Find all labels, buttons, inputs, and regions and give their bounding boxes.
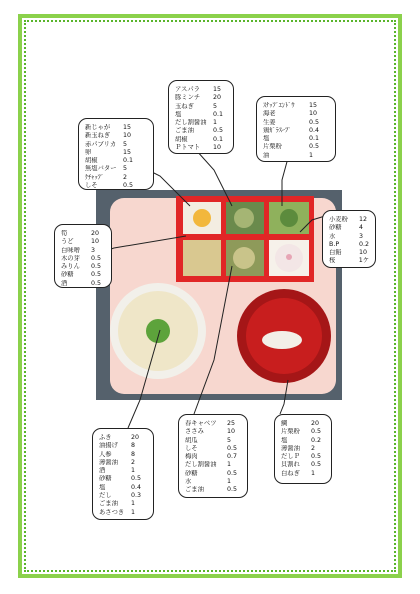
callout-cabbage: [178, 414, 248, 498]
ingredient-row: 酒 0.5: [61, 279, 102, 287]
ingredient-row: 砂糖 0.5: [185, 469, 238, 477]
ingredient-row: だし割醤油 1: [175, 119, 218, 127]
ingredient-row: 薄醤油 2: [281, 444, 316, 452]
callout-asparagus-pork: [168, 80, 234, 154]
ingredient-row: 砂糖 0.5: [61, 271, 102, 279]
ingredient-row: しそ 0.5: [185, 444, 238, 452]
callout-rice: [92, 428, 154, 520]
ingredient-row: うど 10: [61, 238, 100, 246]
ingredient-row: B.P 0.2: [329, 240, 369, 248]
ingredient-row: 白味噌 3: [61, 246, 96, 254]
lunch-photo: [96, 190, 342, 400]
ingredient-row: 木の芽 0.5: [61, 254, 102, 262]
ingredient-row: 塩 0.1: [175, 110, 224, 118]
ingredient-row: 春キャベツ 25: [185, 420, 236, 427]
ingredient-row: あさつき 1: [99, 508, 136, 516]
ingredient-row: 豚ミンチ 20: [175, 94, 222, 102]
callout-soup: [274, 414, 332, 484]
ingredient-row: 水 3: [329, 232, 364, 240]
ingredient-row: 片栗粉 0.5: [281, 428, 322, 436]
ingredient-row: みりん 0.5: [61, 263, 102, 271]
ingredient-row: 油揚げ 8: [99, 442, 136, 450]
ingredient-row: 胡椒 0.1: [175, 135, 224, 143]
ingredient-row: 新じゃが 15: [85, 124, 132, 131]
ingredient-row: 砂糖 4: [329, 224, 364, 232]
ingredient-row: 塩 0.1: [263, 135, 320, 143]
ingredient-row: 生姜 0.5: [263, 118, 320, 126]
ingredient-row: アスパラ 15: [175, 86, 222, 93]
ingredient-row: 薄醤油 2: [99, 458, 136, 466]
ingredient-row: 海老 10: [263, 110, 318, 118]
ingredient-row: 鯛 20: [281, 420, 320, 427]
callout-potato-salad: [78, 118, 154, 190]
ingredient-row: 塩 0.2: [281, 436, 322, 444]
ingredient-row: 貝割れ 0.5: [281, 461, 322, 469]
ingredient-row: 筍 20: [61, 230, 100, 237]
ingredient-row: 白ねぎ 1: [281, 469, 316, 477]
ingredient-row: 酒 1: [99, 467, 136, 475]
ingredient-row: 玉ねぎ 5: [175, 102, 218, 110]
ingredient-row: 小麦粉 12: [329, 216, 368, 223]
ingredient-row: ふき 20: [99, 434, 140, 441]
ingredient-row: 人参 8: [99, 450, 136, 458]
ingredient-row: 片栗粉 0.5: [263, 143, 320, 151]
callout-snap-pea: [256, 96, 336, 162]
ingredient-row: 梅肉 0.7: [185, 453, 238, 461]
ingredient-row: 新玉ねぎ 10: [85, 132, 132, 140]
ingredient-row: 鶏ｶﾞﾗｽｰﾌﾟ 0.4: [263, 126, 320, 134]
ingredient-row: 白餡 10: [329, 249, 368, 257]
ingredient-row: ｹﾁｬｯﾌﾟ 2: [85, 173, 128, 181]
ingredient-row: ごま油 0.5: [185, 486, 238, 494]
ingredient-row: ごま油 0.5: [175, 127, 224, 135]
ingredient-row: Ｐトマト 10: [175, 144, 222, 152]
ingredient-row: 無塩バター 5: [85, 165, 128, 173]
ingredient-row: 赤パプリカ 5: [85, 140, 128, 148]
ingredient-row: 砂糖 0.5: [99, 475, 142, 483]
ingredient-row: 油 1: [263, 151, 314, 159]
ingredient-row: だし割醤油 1: [185, 461, 232, 469]
callout-bamboo-shoot: [54, 224, 112, 288]
ingredient-row: だし 0.3: [99, 492, 142, 500]
ingredient-row: だしＰ 0.5: [281, 453, 322, 461]
ingredient-row: 胡椒 0.1: [85, 157, 134, 165]
ingredient-row: ささみ 10: [185, 428, 236, 436]
ingredient-row: しそ 0.5: [85, 182, 134, 190]
ingredient-row: 胡瓜 5: [185, 436, 232, 444]
ingredient-row: ごま油 1: [99, 500, 136, 508]
ingredient-row: 塩 0.4: [99, 483, 142, 491]
ingredient-row: 桜 1ケ: [329, 257, 369, 265]
ingredient-row: 卵 15: [85, 148, 132, 156]
ingredient-row: ｽﾅｯﾌﾟｴﾝﾄﾞｳ 15: [263, 102, 318, 109]
callout-sakura-mochi: [322, 210, 376, 268]
ingredient-row: 水 1: [185, 478, 232, 486]
